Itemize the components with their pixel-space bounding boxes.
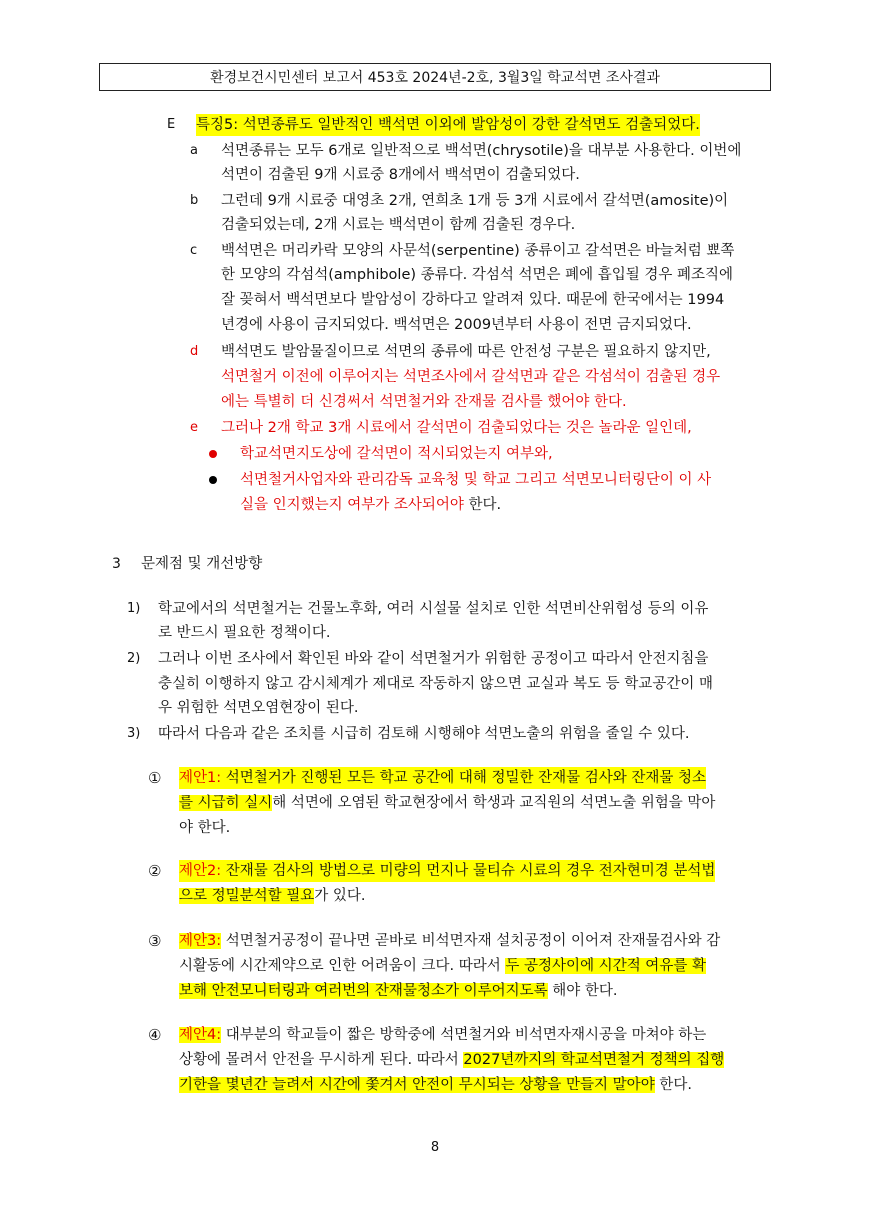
proposal1-marker: ①: [148, 769, 162, 787]
item-c-line3: 잘 꽂혀서 백석면보다 발암성이 강하다고 알려져 있다. 때문에 한국에서는 1994: [221, 292, 725, 308]
s3-item3-marker: 3): [127, 726, 141, 741]
s3-item2-line2: 충실히 이행하지 않고 감시체계가 제대로 작동하지 않으면 교실과 복도 등 학교공간이 매: [158, 676, 713, 692]
bullet2-line2-red: 실을 인지했는지 여부가 조사되어야: [240, 497, 464, 513]
feature5-title: 특징5: 석면종류도 일반적인 백석면 이외에 발암성이 강한 갈석면도 검출되었다.: [196, 114, 700, 136]
bullet2-line1: 석면철거사업자와 관리감독 교육청 및 학교 그리고 석면모니터링단이 이 사: [240, 472, 712, 488]
proposal1-line2-rest: 해 석면에 오염된 학교현장에서 학생과 교직원의 석면노출 위험을 막아: [272, 795, 716, 811]
proposal3-line3: [179, 980, 617, 1002]
report-header: [99, 63, 771, 91]
bullet-dot-black: [209, 476, 217, 484]
item-d-line3: 에는 특별히 더 신경써서 석면철거와 잔재물 검사를 했어야 한다.: [221, 394, 627, 410]
proposal4-line1-rest: 대부분의 학교들이 짧은 방학중에 석면철거와 비석면자재시공을 마쳐야 하는: [221, 1027, 707, 1043]
proposal1-line2: [179, 792, 715, 814]
item-a-marker: a: [190, 143, 198, 158]
section3-number: 3: [112, 556, 121, 572]
s3-item2-marker: 2): [127, 651, 141, 666]
item-d-line1: 백석면도 발암물질이므로 석면의 종류에 따른 안전성 구분은 필요하지 않지만,: [221, 344, 711, 360]
page-number: 8: [430, 1140, 440, 1155]
proposal3-line2-hl: 두 공정사이에 시간적 여유를 확: [505, 958, 706, 974]
item-b-line2: 검출되었는데, 2개 시료는 백석면이 함께 검출된 경우다.: [221, 217, 576, 233]
proposal2-marker: ②: [148, 862, 162, 880]
proposal2-line1: [179, 860, 715, 882]
s3-item1-line1: 학교에서의 석면철거는 건물노후화, 여러 시설물 설치로 인한 석면비산위험성 등의 이유: [158, 601, 709, 617]
proposal3-line2-rest: 시활동에 시간제약으로 인한 어려움이 크다. 따라서: [179, 958, 506, 974]
proposal3-line2: [179, 955, 706, 977]
proposal3-line1-rest: 석면철거공정이 끝나면 곧바로 비석면자재 설치공정이 이어져 잔재물검사와 감: [221, 933, 721, 949]
item-e-line1: 그러나 2개 학교 3개 시료에서 갈석면이 검출되었다는 것은 놀라운 일인데,: [221, 420, 692, 436]
proposal4-line3-hl: 기한을 몇년간 늘려서 시간에 쫓겨서 안전이 무시되는 상황을 만들지 말아야: [179, 1077, 655, 1093]
item-c-line4: 년경에 사용이 금지되었다. 백석면은 2009년부터 사용이 전면 금지되었다.: [221, 317, 692, 333]
s3-item2-line3: 우 위험한 석면오염현장이 된다.: [158, 700, 359, 716]
proposal4-line2-rest: 상황에 몰려서 안전을 무시하게 된다. 따라서: [179, 1052, 464, 1068]
proposal3-marker: ③: [148, 932, 162, 950]
section3-title: 문제점 및 개선방향: [141, 556, 263, 572]
proposal4-line2-hl: 2027년까지의 학교석면철거 정책의 집행: [463, 1052, 725, 1068]
item-d-marker: d: [190, 344, 199, 359]
feature5-marker: E: [167, 117, 176, 132]
proposal4-line3-rest: 한다.: [654, 1077, 692, 1093]
s3-item3-line1: 따라서 다음과 같은 조치를 시급히 검토해 시행해야 석면노출의 위험을 줄일 수 있다.: [158, 726, 690, 742]
bullet2-line2: [240, 494, 501, 516]
proposal4-marker: ④: [148, 1026, 162, 1044]
item-b-marker: b: [190, 193, 199, 208]
s3-item1-marker: 1): [127, 601, 141, 616]
bullet-dot-red: [209, 450, 217, 458]
proposal2-line1-text: 잔재물 검사의 방법으로 미량의 먼지나 물티슈 시료의 경우 전자현미경 분석법: [221, 863, 716, 879]
item-a-line2: 석면이 검출된 9개 시료중 8개에서 백석면이 검출되었다.: [221, 167, 580, 183]
proposal1-label: 제안1:: [179, 770, 222, 786]
proposal3-line3-hl: 보해 안전모니터링과 여러번의 잔재물청소가 이루어지도록: [179, 983, 548, 999]
proposal3-label: 제안3:: [179, 933, 222, 949]
item-e-marker: e: [190, 420, 198, 435]
proposal2-line2-hl: 으로 정밀분석할 필요: [179, 888, 315, 904]
item-c-line2: 한 모양의 각섬석(amphibole) 종류다. 각섬석 석면은 폐에 흡입될 경우 폐조직에: [221, 267, 734, 283]
proposal4-line1: [179, 1024, 706, 1046]
s3-item1-line2: 로 반드시 필요한 정책이다.: [158, 625, 331, 641]
item-b-line1: 그런데 9개 시료중 대영초 2개, 연희초 1개 등 3개 시료에서 갈석면(amosite)이: [221, 193, 729, 209]
report-header-title: 환경보건시민센터 보고서 453호 2024년-2호, 3월3일 학교석면 조사결과: [210, 70, 660, 86]
proposal3-line1: [179, 930, 720, 952]
item-c-marker: c: [190, 243, 198, 258]
proposal4-line2: [179, 1049, 724, 1071]
item-a-line1: 석면종류는 모두 6개로 일반적으로 백석면(chrysotile)을 대부분 사용한다. 이번에: [221, 143, 742, 159]
proposal4-label: 제안4:: [179, 1027, 222, 1043]
proposal1-line2-hl: 를 시급히 실시: [179, 795, 273, 811]
proposal1-line1: [179, 767, 706, 789]
proposal2-line2-rest: 가 있다.: [314, 888, 366, 904]
proposal1-line1-text: 석면철거가 진행된 모든 학교 공간에 대해 정밀한 잔재물 검사와 잔재물 청소: [221, 770, 707, 786]
bullet1-line1: 학교석면지도상에 갈석면이 적시되었는지 여부와,: [240, 446, 553, 462]
item-c-line1: 백석면은 머리카락 모양의 사문석(serpentine) 종류이고 갈석면은 바늘처럼 뾰쪽: [221, 243, 735, 259]
proposal2-line2: [179, 885, 366, 907]
bullet2-tail: 한다.: [463, 497, 502, 513]
proposal2-label: 제안2:: [179, 863, 222, 879]
proposal4-line3: [179, 1074, 692, 1096]
item-d-line2: 석면철거 이전에 이루어지는 석면조사에서 갈석면과 같은 각섬석이 검출된 경우: [221, 369, 721, 385]
proposal1-line3: 야 한다.: [179, 820, 231, 836]
s3-item2-line1: 그러나 이번 조사에서 확인된 바와 같이 석면철거가 위험한 공정이고 따라서 안전지침을: [158, 651, 709, 667]
proposal3-line3-rest: 해야 한다.: [547, 983, 618, 999]
